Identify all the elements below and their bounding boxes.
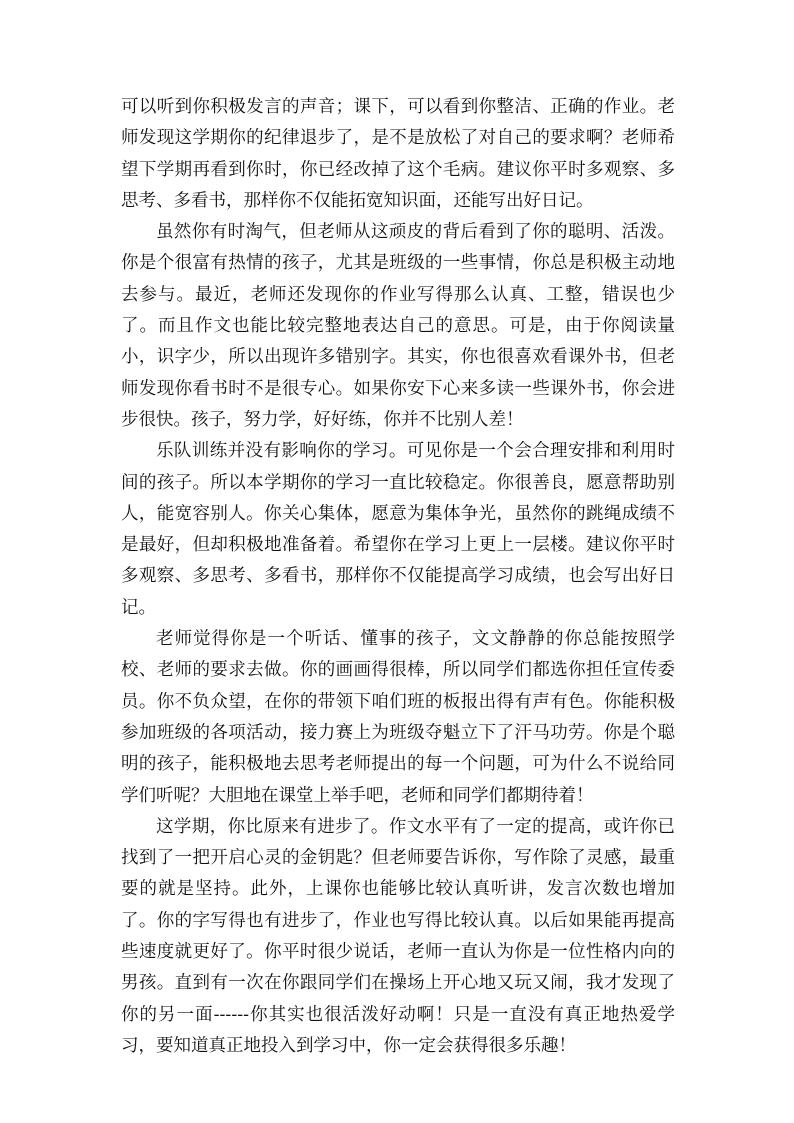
comment-paragraph-3: 乐队训练并没有影响你的学习。可见你是一个会合理安排和利用时间的孩子。所以本学期你的学习一直比较稳定。你很善良，愿意帮助别人，能宽容别人。你关心集体，愿意为集体争光，虽然你的跳绳成绩不是最好，但却积极地准备着。希望你在学习上更上一层楼。建议你平时多观察、多思考、多看书，那样你不仅能提高学习成绩，也会写出好日记。 [121, 441, 675, 618]
document-body [121, 92, 675, 1062]
comment-paragraph-5: 这学期，你比原来有进步了。作文水平有了一定的提高，或许你已找到了一把开启心灵的金钥匙？但老师要告诉你，写作除了灵感，最重要的就是坚持。此外，上课你也能够比较认真听讲，发言次数也增加了。你的字写得也有进步了，作业也写得比较认真。以后如果能再提高些速度就更好了。你平时很少说话，老师一直认为你是一位性格内向的男孩。直到有一次在你跟同学们在操场上开心地又玩又闹，我才发现了你的另一面------你其实也很活泼好动啊！只是一直没有真正地热爱学习，要知道真正地投入到学习中，你一定会获得很多乐趣！ [121, 816, 675, 1056]
comment-paragraph-4: 老师觉得你是一个听话、懂事的孩子，文文静静的你总能按照学校、老师的要求去做。你的画画得很棒，所以同学们都选你担任宣传委员。你不负众望，在你的带领下咱们班的板报出得有声有色。你能积极参加班级的各项活动，接力赛上为班级夺魁立下了汗马功劳。你是个聪明的孩子，能积极地去思考老师提出的每一个问题，可为什么不说给同学们听呢？大胆地在课堂上举手吧，老师和同学们都期待着！ [121, 629, 675, 806]
comment-paragraph-2: 虽然你有时淘气，但老师从这顽皮的背后看到了你的聪明、活泼。你是个很富有热情的孩子，尤其是班级的一些事情，你总是积极主动地去参与。最近，老师还发现你的作业写得那么认真、工整，错误也少了。而且作文也能比较完整地表达自己的意思。可是，由于你阅读量小，识字少，所以出现许多错别字。其实，你也很喜欢看课外书，但老师发现你看书时不是很专心。如果你安下心来多读一些课外书，你会进步很快。孩子，努力学，好好练，你并不比别人差！ [121, 222, 675, 430]
comment-paragraph-1: 可以听到你积极发言的声音；课下，可以看到你整洁、正确的作业。老师发现这学期你的纪律退步了，是不是放松了对自己的要求啊？老师希望下学期再看到你时，你已经改掉了这个毛病。建议你平时多观察、多思考、多看书，那样你不仅能拓宽知识面，还能写出好日记。 [121, 97, 675, 211]
